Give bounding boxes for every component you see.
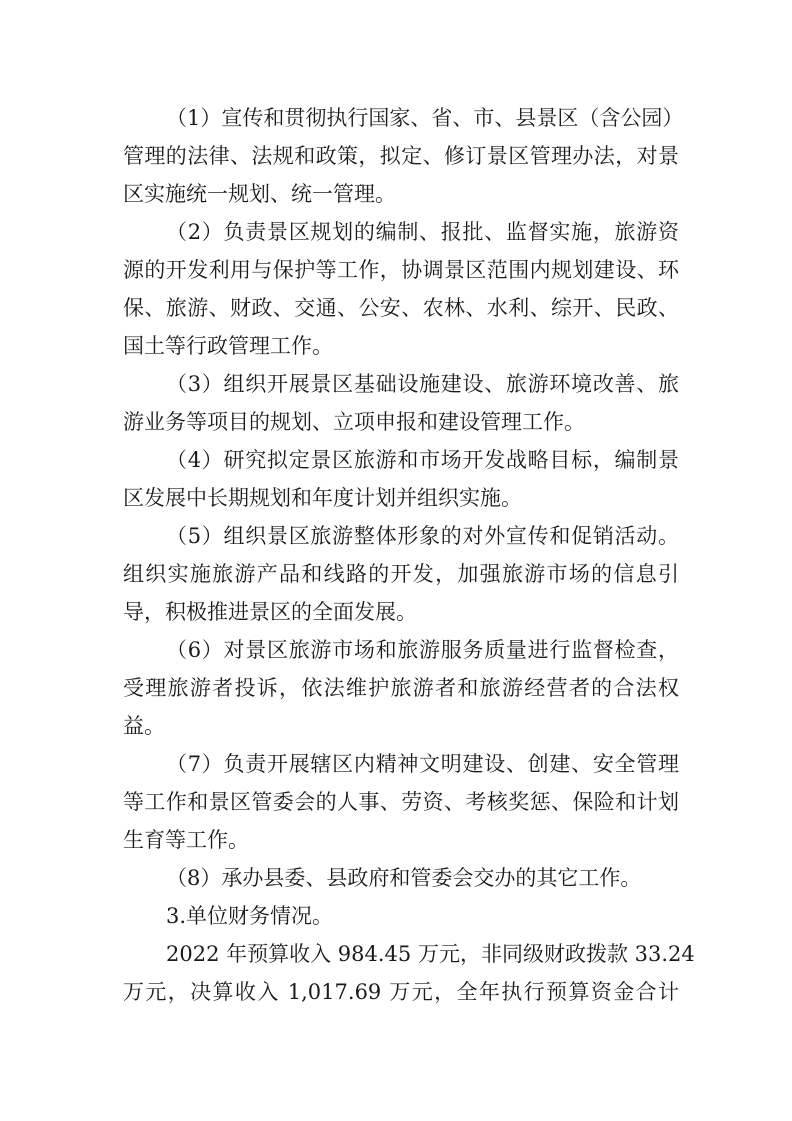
paragraph-2-line-4: 国土等行政管理工作。 xyxy=(123,334,333,358)
paragraph-6-line-2: 受理旅游者投诉，依法维护旅游者和旅游经营者的合法权 xyxy=(123,676,679,700)
paragraph-5-line-1: （5）组织景区旅游整体形象的对外宣传和促销活动。 xyxy=(166,524,679,548)
paragraph-4-line-2: 区发展中长期规划和年度计划并组织实施。 xyxy=(123,486,522,510)
paragraph-2-line-2: 源的开发利用与保护等工作，协调景区范围内规划建设、环 xyxy=(123,258,679,282)
paragraph-1-line-3: 区实施统一规划、统一管理。 xyxy=(123,182,396,206)
paragraph-8-line-1: （8）承办县委、县政府和管委会交办的其它工作。 xyxy=(166,866,642,890)
paragraph-7-line-2: 等工作和景区管委会的人事、劳资、考核奖惩、保险和计划 xyxy=(123,790,679,814)
paragraph-3-line-1: （3）组织开展景区基础设施建设、旅游环境改善、旅 xyxy=(166,372,679,396)
paragraph-2-line-1: （2）负责景区规划的编制、报批、监督实施，旅游资 xyxy=(166,220,679,244)
paragraph-5-line-2: 组织实施旅游产品和线路的开发，加强旅游市场的信息引 xyxy=(123,562,679,586)
paragraph-7-line-1: （7）负责开展辖区内精神文明建设、创建、安全管理 xyxy=(166,752,679,776)
paragraph-1-line-2: 管理的法律、法规和政策，拟定、修订景区管理办法，对景 xyxy=(123,144,679,168)
paragraph-5-line-3: 导，积极推进景区的全面发展。 xyxy=(123,600,417,624)
paragraph-6-line-1: （6）对景区旅游市场和旅游服务质量进行监督检查， xyxy=(166,638,679,662)
paragraph-7-line-3: 生育等工作。 xyxy=(123,828,249,852)
finance-paragraph-line-1: 2022 年预算收入 984.45 万元，非同级财政拨款 33.24 xyxy=(166,942,695,966)
finance-paragraph-line-2: 万元，决算收入 1,017.69 万元，全年执行预算资金合计 xyxy=(123,980,679,1004)
paragraph-6-line-3: 益。 xyxy=(123,714,165,738)
paragraph-3-line-2: 游业务等项目的规划、立项申报和建设管理工作。 xyxy=(123,410,585,434)
section-heading-finance: 3.单位财务情况。 xyxy=(166,904,334,928)
paragraph-1-line-1: （1）宣传和贯彻执行国家、省、市、县景区（含公园） xyxy=(166,106,684,130)
paragraph-4-line-1: （4）研究拟定景区旅游和市场开发战略目标，编制景 xyxy=(166,448,679,472)
paragraph-2-line-3: 保、旅游、财政、交通、公安、农林、水利、综开、民政、 xyxy=(123,296,679,320)
